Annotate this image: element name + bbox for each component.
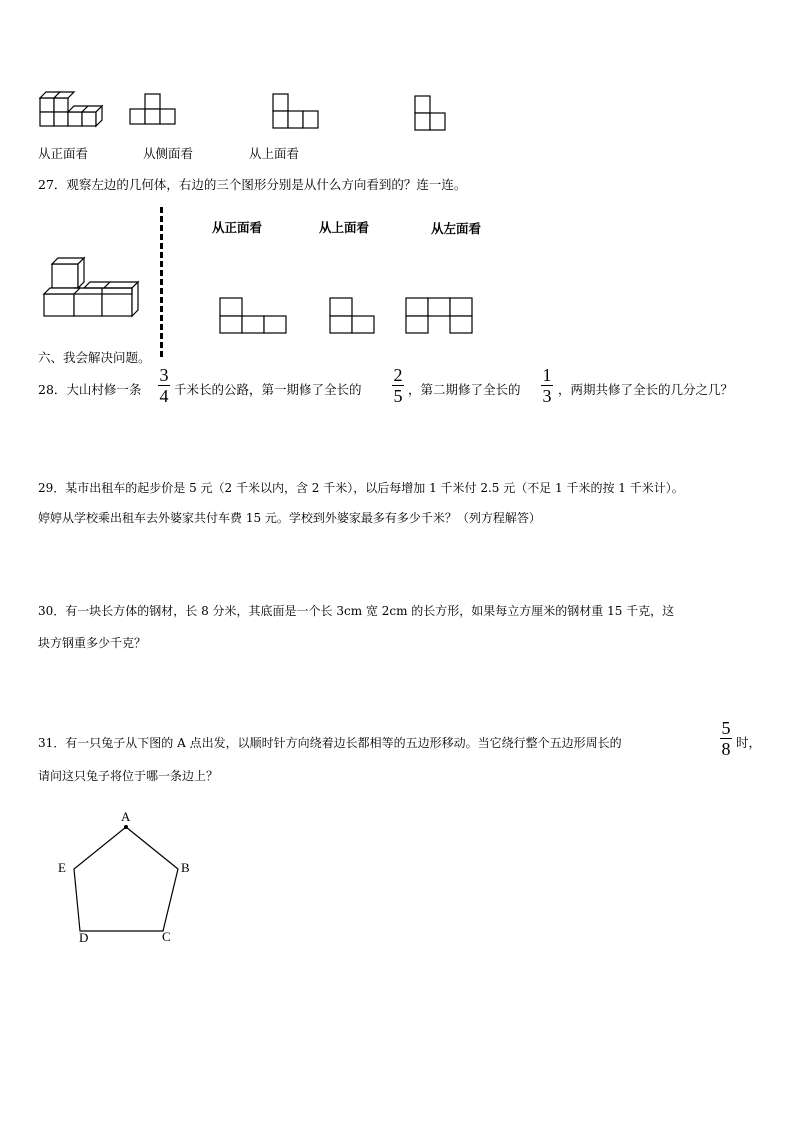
q31-frac-den: 8 — [721, 739, 731, 759]
point-a-dot — [124, 825, 128, 829]
point-label-a: A — [121, 809, 131, 824]
q28-fraction-2 — [392, 366, 404, 405]
q31-line1: 31．有一只兔子从下图的 A 点出发，以顺时针方向绕着边长都相等的五边形移动。当它绕行整个五边形周长的 — [38, 736, 622, 750]
q28-fraction-1 — [158, 366, 170, 405]
q30-line1: 30．有一块长方体的钢材，长 8 分米，其底面是一个长 3cm 宽 2cm 的长方形，如果每立方厘米的钢材重 15 千克，这 — [38, 604, 675, 618]
top-label-side: 从侧面看 — [143, 146, 194, 161]
q27-view-left — [405, 297, 475, 337]
point-label-d: D — [79, 930, 89, 945]
top-label-front: 从正面看 — [38, 146, 89, 161]
q31-line1-end: 时， — [736, 735, 762, 750]
q27-label-top: 从上面看 — [319, 220, 370, 235]
q28-fraction-3 — [541, 366, 553, 405]
q27-view-top — [329, 297, 379, 337]
top-label-top: 从上面看 — [249, 146, 300, 161]
q28-frac1-den: 4 — [159, 386, 169, 406]
pentagon-figure — [55, 805, 215, 945]
q28-part1: 28．大山村修一条 — [38, 382, 142, 397]
q31-fraction — [720, 719, 732, 758]
q30-line2: 块方钢重多少千克？ — [38, 636, 147, 650]
q28-frac3-num: 1 — [542, 365, 552, 385]
section-6-title: 六、我会解决问题。 — [38, 350, 151, 365]
q27-solid-figure — [44, 262, 144, 322]
q29-line2: 婷婷从学校乘出租车去外婆家共付车费 15 元。学校到外婆家最多有多少千米？（列方程解答） — [38, 511, 541, 525]
q28-frac3-den: 3 — [542, 386, 552, 406]
pentagon — [74, 827, 178, 931]
q28-frac1-num: 3 — [159, 365, 169, 385]
point-label-c: C — [162, 929, 171, 944]
top-view-2 — [272, 94, 322, 134]
q27-text: 27．观察左边的几何体，右边的三个图形分别是从什么方向看到的？连一连。 — [38, 177, 467, 192]
q28-frac2-num: 2 — [393, 365, 403, 385]
q28-part3: ，第二期修了全长的 — [408, 382, 521, 397]
point-label-e: E — [58, 860, 66, 875]
q29-line1: 29．某市出租车的起步价是 5 元（2 千米以内，含 2 千米），以后每增加 1 千米付 2.5 元（不足 1 千米的按 1 千米计）。 — [38, 481, 684, 495]
q28-part2: 千米长的公路，第一期修了全长的 — [174, 382, 362, 397]
q27-label-left: 从左面看 — [431, 221, 482, 236]
q28-part4: ，两期共修了全长的几分之几？ — [558, 382, 734, 397]
q27-label-front: 从正面看 — [212, 220, 263, 235]
top-view-1 — [130, 92, 180, 132]
q31-frac-num: 5 — [721, 718, 731, 738]
top-view-3 — [415, 96, 455, 136]
q28-frac2-den: 5 — [393, 386, 403, 406]
q27-view-front — [219, 297, 289, 337]
q27-divider — [160, 207, 163, 357]
q31-line2: 请问这只兔子将位于哪一条边上？ — [38, 769, 219, 783]
point-label-b: B — [181, 860, 190, 875]
top-solid-figure — [40, 88, 100, 128]
